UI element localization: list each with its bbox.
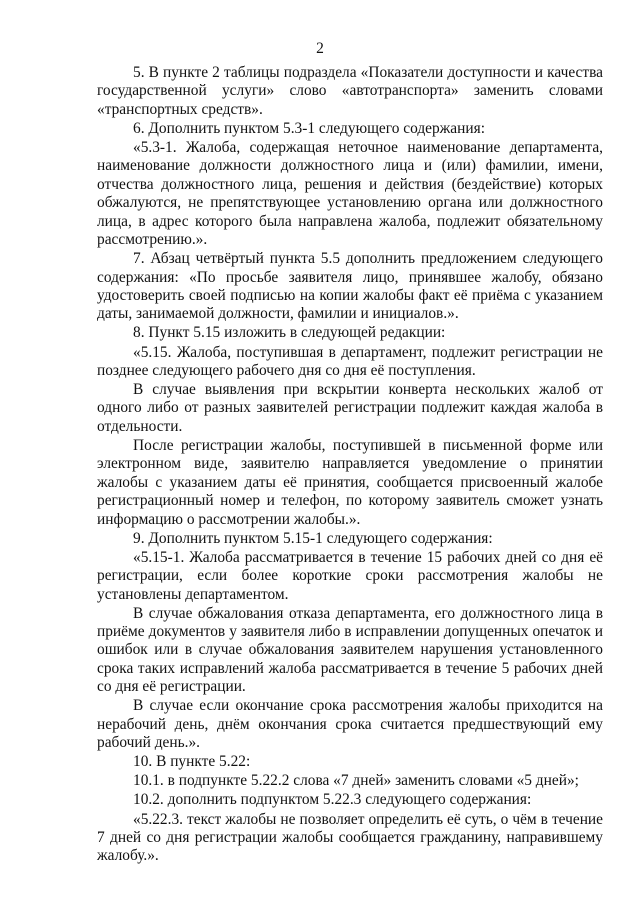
paragraph-item-5: 5. В пункте 2 таблицы подраздела «Показатели доступности и качества государственной услуги» слово «автотранспорта» заменить словами «транспортных средств». xyxy=(97,64,603,118)
paragraph-item-9: 9. Дополнить пунктом 5.15-1 следующего содержания: xyxy=(133,529,493,547)
paragraph-registration-notice: После регистрации жалобы, поступившей в письменной форме или электронном виде, заявителю направляется уведомление о принятии жалобы с указанием даты её принятия, сообщается присвоенный жалобе регистрационный номер и телефон, по которому заявитель сможет узнать информацию о рассмотрении жалобы.». xyxy=(97,436,603,528)
paragraph-item-10-1: 10.1. в подпункте 5.22.2 слова «7 дней» заменить словами «5 дней»; xyxy=(133,772,579,790)
paragraph-quote-5-15-1: «5.15-1. Жалоба рассматривается в течение 15 рабочих дней со дня её регистрации, если более короткие сроки рассмотрения жалобы не установлены департаментом. xyxy=(97,548,603,603)
paragraph-refusal-appeal: В случае обжалования отказа департамента, его должностного лица в приёме документов у заявителя либо в исправлении допущенных опечаток и ошибок или в случае обжалования заявителем нарушения установленного срока таких исправлений жалоба рассматривается в течение 5 рабочих дней со дня её регистрации. xyxy=(97,604,603,696)
paragraph-item-8: 8. Пункт 5.15 изложить в следующей редакции: xyxy=(133,324,446,342)
paragraph-quote-5-3-1: «5.3-1. Жалоба, содержащая неточное наименование департамента, наименование должности должностного лица и (или) фамилии, имени, отчества должностного лица, решения и действия (бездействие) которых обжалуются, не препятствующее установлению органа или должностного лица, в адрес которого была направлена жалоба, подлежит обязательному рассмотрению.». xyxy=(97,139,603,249)
paragraph-item-7: 7. Абзац четвёртый пункта 5.5 дополнить предложением следующего содержания: «По просьбе заявителя лицо, принявшее жалобу, обязано удостоверить своей подписью на копии жалобы факт её приёма с указанием даты, занимаемой должности, фамилии и инициалов.». xyxy=(97,250,603,323)
paragraph-item-10-2: 10.2. дополнить подпунктом 5.22.3 следующего содержания: xyxy=(133,791,532,809)
paragraph-quote-5-15: «5.15. Жалоба, поступившая в департамент, подлежит регистрации не позднее следующего рабочего дня со дня её поступления. xyxy=(97,343,603,379)
paragraph-quote-5-22-3: «5.22.3. текст жалобы не позволяет определить её суть, о чём в течение 7 дней со дня регистрации жалобы сообщается гражданину, направившему жалобу.». xyxy=(97,810,603,865)
page-number: 2 xyxy=(316,40,324,57)
paragraph-item-10: 10. В пункте 5.22: xyxy=(133,753,251,771)
paragraph-item-6: 6. Дополнить пунктом 5.3-1 следующего содержания: xyxy=(133,119,485,137)
paragraph-multiple-complaints: В случае выявления при вскрытии конверта нескольких жалоб от одного либо от разных заявителей регистрации подлежит каждая жалоба в отдельности. xyxy=(97,381,603,435)
document-body xyxy=(97,64,603,866)
paragraph-nonworking-day: В случае если окончание срока рассмотрения жалобы приходится на нерабочий день, днём окончания срока считается предшествующий ему рабочий день.». xyxy=(97,697,603,752)
